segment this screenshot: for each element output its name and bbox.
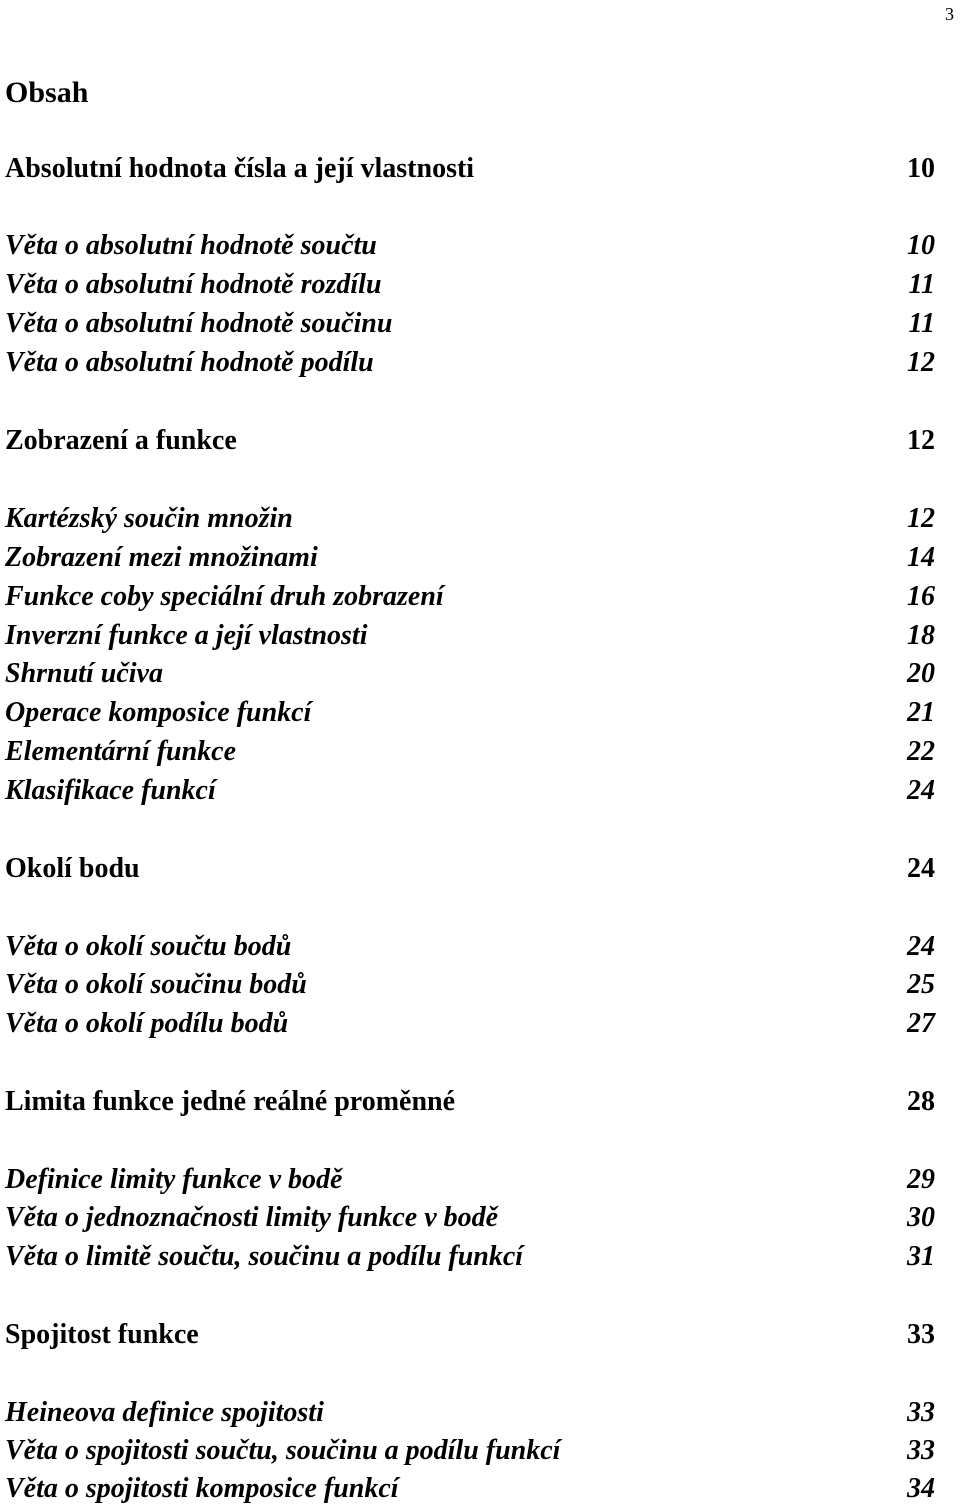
toc-entry[interactable] [5, 928, 935, 966]
toc-entry-page: 30 [907, 1202, 935, 1233]
toc-entry-page: 21 [907, 697, 935, 728]
toc-entry[interactable] [5, 1083, 935, 1121]
toc-entry-title: Zobrazení a funkce [5, 425, 237, 456]
toc-entry[interactable] [5, 266, 935, 304]
toc-entry[interactable] [5, 617, 935, 655]
toc-entry-title: Inverzní funkce a její vlastnosti [5, 620, 368, 651]
toc-entry-title: Věta o okolí součtu bodů [5, 931, 292, 962]
toc-entry-page: 27 [907, 1008, 935, 1039]
toc-entry[interactable] [5, 227, 935, 265]
toc-entry-page: 11 [908, 308, 935, 339]
toc-entry-title: Definice limity funkce v bodě [5, 1164, 343, 1195]
toc-entry-title: Absolutní hodnota čísla a její vlastnosti [5, 153, 475, 184]
toc-entry[interactable] [5, 1316, 935, 1354]
toc-entry[interactable] [5, 500, 935, 538]
toc-entry[interactable] [5, 966, 935, 1004]
toc-entry-page: 18 [907, 620, 935, 651]
page-number: 3 [945, 4, 954, 24]
toc-entry-page: 24 [907, 931, 935, 962]
toc-entry-title: Věta o absolutní hodnotě součtu [5, 230, 377, 261]
toc-entry[interactable] [5, 422, 935, 460]
toc-entry-page: 16 [907, 581, 935, 612]
toc-entry[interactable] [5, 1470, 935, 1508]
toc-entry-page: 24 [907, 775, 935, 806]
toc-entry-title: Heineova definice spojitosti [5, 1397, 324, 1428]
toc-entry-page: 29 [907, 1164, 935, 1195]
toc-entry-title: Věta o okolí podílu bodů [5, 1008, 289, 1039]
toc-entry-title: Funkce coby speciální druh zobrazení [5, 581, 444, 612]
toc-entry-page: 33 [907, 1397, 935, 1428]
toc-entry-page: 10 [907, 153, 935, 184]
toc-entry[interactable] [5, 655, 935, 693]
toc-entry-title: Věta o absolutní hodnotě podílu [5, 347, 374, 378]
toc-entry-title: Věta o absolutní hodnotě součinu [5, 308, 393, 339]
toc-entry-page: 24 [907, 853, 935, 884]
toc-entry-page: 33 [907, 1435, 935, 1466]
toc-entry[interactable] [5, 305, 935, 343]
toc-entry-title: Elementární funkce [5, 736, 237, 767]
toc-entry-title: Klasifikace funkcí [5, 775, 216, 806]
toc-entry[interactable] [5, 1199, 935, 1237]
toc-entry[interactable] [5, 344, 935, 382]
toc-entry-page: 25 [907, 969, 935, 1000]
toc-entry[interactable] [5, 733, 935, 771]
toc-entry-title: Věta o absolutní hodnotě rozdílu [5, 269, 382, 300]
toc-entry-title: Okolí bodu [5, 853, 140, 884]
toc-entry-page: 22 [907, 736, 935, 767]
toc-entry[interactable] [5, 850, 935, 888]
toc-entry-title: Zobrazení mezi množinami [5, 542, 318, 573]
toc-entry[interactable] [5, 1432, 935, 1470]
toc-entry[interactable] [5, 772, 935, 810]
toc-entry-title: Věta o jednoznačnosti limity funkce v bodě [5, 1202, 499, 1233]
toc-entry[interactable] [5, 1005, 935, 1043]
toc-entry[interactable] [5, 1161, 935, 1199]
toc-entry-title: Věta o limitě součtu, součinu a podílu funkcí [5, 1241, 524, 1272]
toc-entry-title: Spojitost funkce [5, 1319, 199, 1350]
toc-entry[interactable] [5, 694, 935, 732]
toc-entry-page: 28 [907, 1086, 935, 1117]
toc-entry-title: Věta o spojitosti komposice funkcí [5, 1473, 399, 1504]
toc-entry-page: 31 [907, 1241, 935, 1272]
toc-entry-title: Kartézský součin množin [5, 503, 293, 534]
toc-entry-title: Věta o okolí součinu bodů [5, 969, 307, 1000]
toc-entry-page: 10 [907, 230, 935, 261]
toc-entry-page: 14 [907, 542, 935, 573]
toc-entry-page: 34 [907, 1473, 935, 1504]
toc-entry-title: Shrnutí učiva [5, 658, 163, 689]
toc-entry-page: 12 [907, 425, 935, 456]
toc-entry-title: Limita funkce jedné reálné proměnné [5, 1086, 456, 1117]
toc-entry[interactable] [5, 539, 935, 577]
toc-entry-page: 20 [907, 658, 935, 689]
toc-entry[interactable] [5, 1238, 935, 1276]
toc-entry[interactable] [5, 150, 935, 188]
toc-entry-page: 33 [907, 1319, 935, 1350]
toc-entry-page: 12 [907, 347, 935, 378]
toc-entry-title: Operace komposice funkcí [5, 697, 312, 728]
toc-entry-page: 11 [908, 269, 935, 300]
toc-entry-page: 12 [907, 503, 935, 534]
toc-entry[interactable] [5, 1394, 935, 1432]
toc-entry-title: Věta o spojitosti součtu, součinu a podílu funkcí [5, 1435, 561, 1466]
toc-entry[interactable] [5, 578, 935, 616]
page-title: Obsah [5, 76, 89, 109]
